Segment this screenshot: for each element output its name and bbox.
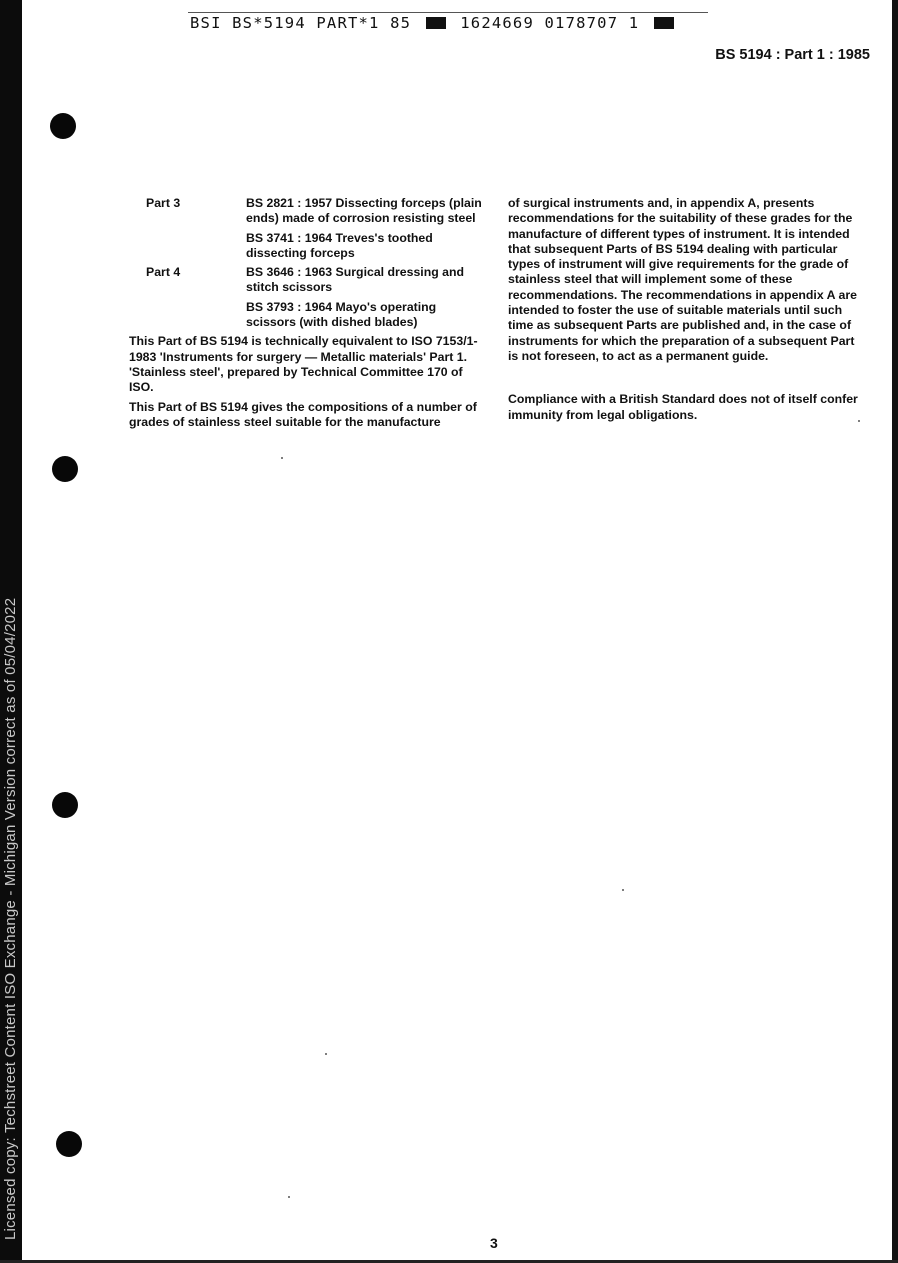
scan-speck [325, 1053, 327, 1055]
redaction-block [654, 17, 674, 29]
right-column [508, 196, 858, 427]
scan-speck [622, 889, 624, 891]
reference-group-part-3 [129, 196, 489, 265]
punch-hole [52, 792, 78, 818]
reference-entry: BS 3793 : 1964 Mayo's operating scissors (with dished blades) [246, 299, 437, 330]
scope-continuation-paragraph: of surgical instruments and, in appendix A, presents recommendations for the suitability of these grades for the manufacture of different types of instrument. It is intended that subsequent Parts of BS 5194 dealing with particular types of instrument will give requirements for the grade of stainless steel that will implement some of these recommendations. The recommendations in appendix A are intended to foster the use of suitable materials until such time as subsequent Parts are published and, in the case of instruments for which the preparation of a subsequent Part is not foreseen, to act as a permanent guide. [508, 196, 857, 363]
reference-part-label: Part 4 [146, 265, 181, 280]
header-rule [188, 12, 708, 13]
reference-part-label: Part 3 [146, 196, 181, 210]
scan-speck [288, 1196, 290, 1198]
equivalence-paragraph: This Part of BS 5194 is technically equivalent to ISO 7153/1-1983 'Instruments for surgery — Metallic materials' Part 1. 'Stainless steel', prepared by Technical Committee 170 of ISO. [129, 334, 478, 395]
bsi-header-code [190, 14, 678, 32]
scope-paragraph: This Part of BS 5194 gives the compositions of a number of grades of stainless steel suitable for the manufacture [129, 399, 477, 429]
page-number: 3 [490, 1235, 498, 1251]
reference-entry: BS 2821 : 1957 Dissecting forceps (plain ends) made of corrosion resisting steel [246, 196, 482, 226]
scan-speck [858, 420, 860, 422]
header-code-part-b: 1624669 0178707 1 [460, 14, 640, 32]
license-watermark: Licensed copy: Techstreet Content ISO Exchange - Michigan Version correct as of 05/04/2022 [2, 597, 19, 1240]
scan-right-edge [892, 0, 898, 1263]
redaction-block [426, 17, 446, 29]
compliance-notice: Compliance with a British Standard does not of itself confer immunity from legal obligations. [508, 392, 858, 422]
scan-speck [281, 457, 283, 459]
left-column [129, 196, 489, 434]
reference-entry: BS 3741 : 1964 Treves's toothed dissecting forceps [246, 230, 433, 260]
standard-reference: BS 5194 : Part 1 : 1985 [715, 47, 870, 63]
reference-entry: BS 3646 : 1963 Surgical dressing and stitch scissors [246, 265, 465, 295]
punch-hole [50, 113, 76, 139]
header-code-part-a: BSI BS*5194 PART*1 85 [190, 14, 412, 32]
punch-hole [56, 1131, 82, 1157]
reference-group-part-4 [129, 265, 489, 334]
scan-left-strip [0, 0, 22, 1263]
punch-hole [52, 456, 78, 482]
